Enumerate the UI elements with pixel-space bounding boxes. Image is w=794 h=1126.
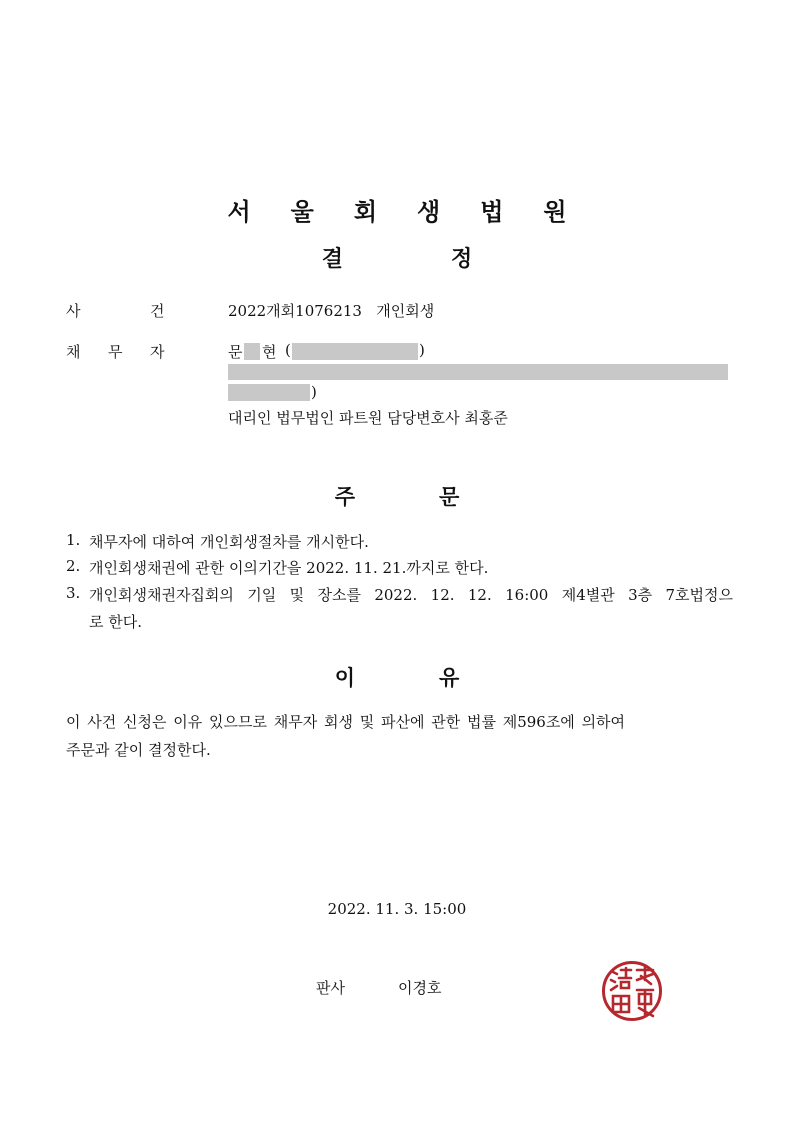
paren-close: ) bbox=[419, 341, 425, 359]
order-heading-char: 문 bbox=[439, 485, 460, 509]
order-number: 1. bbox=[66, 531, 81, 549]
court-name-char: 원 bbox=[543, 198, 567, 226]
court-name-char: 법 bbox=[480, 198, 504, 226]
redaction-block bbox=[228, 384, 310, 401]
judge-title: 판사 bbox=[316, 979, 345, 997]
redaction-block bbox=[228, 364, 728, 380]
order-text: 채무자에 대하여 개인회생절차를 개시한다. bbox=[89, 533, 369, 551]
debtor-name-last: 현 bbox=[262, 343, 277, 361]
court-name bbox=[0, 192, 794, 227]
document-title bbox=[0, 242, 794, 273]
order-number: 3. bbox=[66, 584, 81, 602]
redaction-block bbox=[244, 343, 260, 360]
reason-line-2: 주문과 같이 결정한다. bbox=[66, 741, 211, 759]
judge-name: 이경호 bbox=[398, 979, 442, 997]
order-heading bbox=[0, 481, 794, 511]
debtor-label-char-2: 무 bbox=[108, 343, 123, 361]
debtor-name-first: 문 bbox=[228, 343, 243, 361]
order-number: 2. bbox=[66, 557, 81, 575]
judge-seal-stamp bbox=[601, 960, 663, 1022]
redaction-block bbox=[292, 343, 418, 360]
case-number: 2022개회1076213 개인회생 bbox=[228, 302, 435, 320]
order-heading-char: 주 bbox=[334, 485, 355, 509]
court-name-char: 울 bbox=[290, 198, 314, 226]
paren-close: ) bbox=[311, 383, 317, 401]
case-label-char: 사 bbox=[66, 302, 81, 320]
document-title-char: 정 bbox=[451, 247, 473, 272]
debtor-label-char-1: 채 bbox=[66, 343, 81, 361]
case-label-2 bbox=[150, 300, 165, 321]
document-title-char: 결 bbox=[321, 247, 343, 272]
reason-heading-char: 유 bbox=[439, 666, 460, 690]
order-text-continued: 로 한다. bbox=[89, 613, 143, 631]
decision-date: 2022. 11. 3. 15:00 bbox=[327, 900, 467, 918]
case-label bbox=[66, 300, 81, 321]
court-name-char: 회 bbox=[353, 198, 377, 226]
reason-heading bbox=[0, 662, 794, 692]
court-name-char: 서 bbox=[227, 198, 251, 226]
reason-heading-char: 이 bbox=[334, 666, 355, 690]
order-text: 개인회생채권자집회의 기일 및 장소를 2022. 12. 12. 16:00 제4별관 3층 7호법정으 bbox=[89, 586, 733, 604]
order-text: 개인회생채권에 관한 이의기간을 2022. 11. 21.까지로 한다. bbox=[89, 559, 489, 577]
debtor-label-char-3: 자 bbox=[150, 343, 165, 361]
debtor-agent: 대리인 법무법인 파트원 담당변호사 최홍준 bbox=[228, 409, 508, 427]
reason-line-1: 이 사건 신청은 이유 있으므로 채무자 회생 및 파산에 관한 법률 제596조에 의하여 bbox=[66, 713, 626, 731]
paren-open: ( bbox=[285, 341, 291, 359]
court-name-char: 생 bbox=[417, 198, 441, 226]
case-label-char: 건 bbox=[150, 302, 165, 320]
